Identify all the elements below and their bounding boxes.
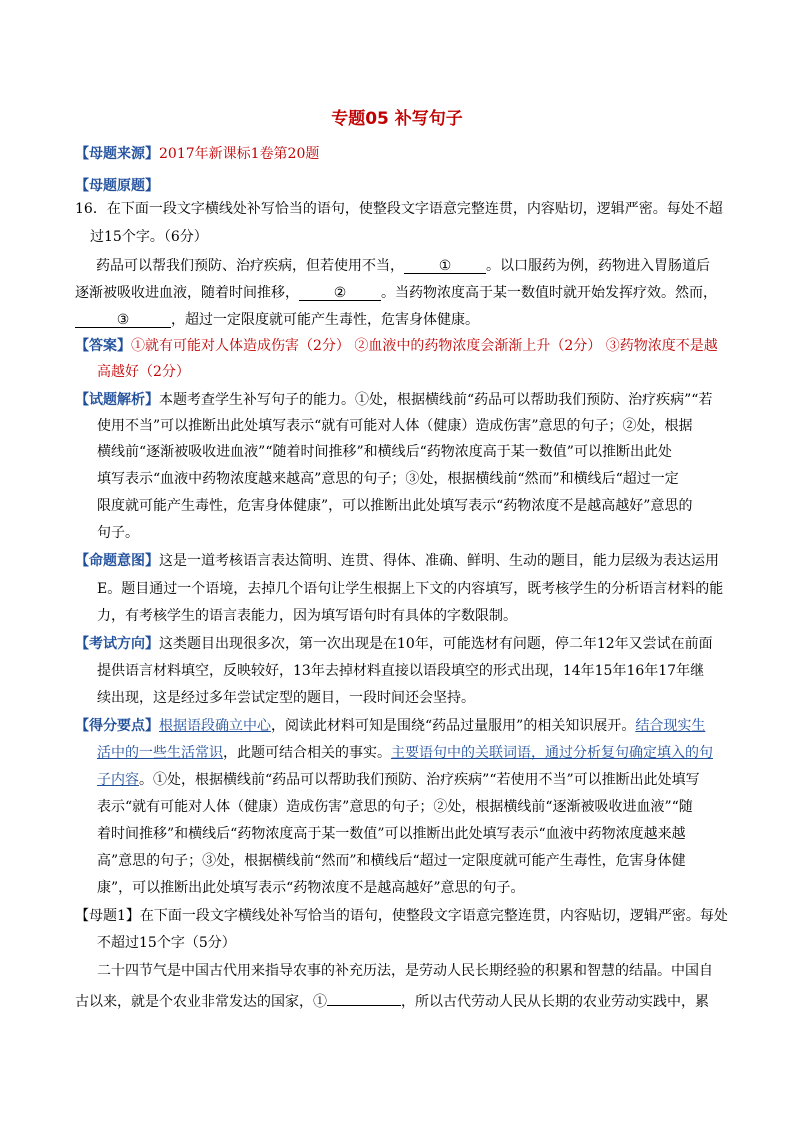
points-line3 [97,772,700,788]
analysis-line5: 限度就可能产生毒性，危害身体健康”，可以推断出此处填写表示“药物浓度不是越高越好”意思的 [97,498,693,514]
source-tag: 【母题来源】 [75,146,159,162]
intent-tag: 【命题意图】 [75,553,159,569]
direction-text: 这类题目出现很多次，第一次出现是在10年，可能选材有问题，停二年12年又尝试在前面 [159,636,713,652]
analysis-line3: 横线前“逐渐被吸收进血液”“随着时间推移”和横线后“药物浓度高于某一数值”可以推断出此处 [97,444,672,460]
analysis-tag: 【试题解析】 [75,392,159,408]
direction-line1 [75,636,713,652]
blank-3: ③ [75,312,171,328]
mother-question-1-text: 在下面一段文字横线处补写恰当的语句，使整段文字语意完整连贯，内容贴切，逻辑严密。每处 [139,908,728,924]
points-text: ，此题可结合相关的事实。 [223,745,391,761]
question-16-line2: 过15个字。（6分） [90,229,208,245]
source-line [75,146,319,162]
passage-text: ，超过一定限度就可能产生毒性，危害身体健康。 [171,312,479,328]
passage-text: 逐渐被吸收进血液，随着时间推移， [75,285,299,301]
points-link-center[interactable]: 根据语段确立中心 [159,718,271,734]
analysis-line2: 使用不当”可以推断出此处填写表示“就有可能对人体（健康）造成伤害”意思的句子；②处，根据 [97,418,693,434]
mother-question-1-line2: 不超过15个字（5分） [97,935,236,951]
points-line1 [75,718,705,734]
passage-line3 [75,312,479,328]
answer-tag: 【答案】 [75,338,131,354]
passage-text: 古以来，就是个农业非常发达的国家，① [75,994,327,1010]
intent-line2: E。题目通过一个语境，去掉几个语句让学生根据上下文的内容填写，既考核学生的分析语言材料的能 [97,581,724,597]
blank-1: ① [404,258,486,274]
source-text: 2017年新课标1卷第20题 [159,146,320,162]
passage-line1 [96,258,710,274]
answer-line1 [75,338,718,354]
points-link-connectives-cont[interactable]: 子内容 [97,772,139,788]
passage-text: 药品可以帮我们预防、治疗疾病，但若使用不当， [96,258,404,274]
page-title: 专题05 补写句子 [331,109,463,129]
passage-line2 [75,285,717,301]
analysis-text: 本题考查学生补写句子的能力。①处，根据横线前“药品可以帮助我们预防、治疗疾病”“若 [159,392,713,408]
intent-text: 这是一道考核语言表达简明、连贯、得体、准确、鲜明、生动的题目，能力层级为表达运用 [159,553,719,569]
direction-line3: 续出现，这是经过多年尝试定型的题目，一段时间还会坚持。 [97,690,475,706]
points-line7: 康”，可以推断出此处填写表示“药物浓度不是越高越好”意思的句子。 [97,880,525,896]
passage-text: ，所以古代劳动人民从长期的农业劳动实践中，累 [401,994,709,1010]
points-link-life-cont[interactable]: 活中的一些生活常识 [97,745,223,761]
mother-question-1-tag: 【母题1】 [75,908,140,924]
points-line5: 着时间推移”和横线后“药物浓度高于某一数值”可以推断出此处填写表示“血液中药物浓度越来越 [97,826,686,842]
direction-line2: 提供语言材料填空，反映较好，13年去掉材料直接以语段填空的形式出现，14年15年16年17年继 [97,663,705,679]
analysis-line1 [75,392,712,408]
points-text: ，阅读此材料可知是围绕“药品过量服用”的相关知识展开。 [271,718,636,734]
points-link-connectives[interactable]: 主要语句中的关联词语，通过分析复句确定填入的句 [391,745,713,761]
blank-2: ② [299,285,381,301]
mother-question-1-line3: 二十四节气是中国古代用来指导农事的补充历法，是劳动人民长期经验的积累和智慧的结晶。中国自 [97,963,713,979]
points-text: 。①处，根据横线前“药品可以帮助我们预防、治疗疾病”“若使用不当”可以推断出此处填写 [139,772,700,788]
passage-text: 。当药物浓度高于某一数值时就开始发挥疗效。然而， [381,285,717,301]
question-16-line1: 16．在下面一段文字横线处补写恰当的语句，使整段文字语意完整连贯，内容贴切，逻辑严密。每处不超 [75,201,723,217]
answer-line2: 高越好（2分） [97,364,190,380]
points-link-life[interactable]: 结合现实生 [635,718,706,734]
blank-m1-1 [327,990,401,1006]
answer-text: ①就有可能对人体造成伤害（2分） ②血液中的药物浓度会渐渐上升（2分） ③药物浓度不是越 [131,338,718,354]
analysis-line6: 句子。 [97,525,139,541]
analysis-line4: 填写表示“血液中药物浓度越来越高”意思的句子；③处，根据横线前“然而”和横线后“超过一定 [97,471,679,487]
intent-line1 [75,553,719,569]
points-line4: 表示“就有可能对人体（健康）造成伤害”意思的句子；②处，根据横线前“逐渐被吸收进血液”“随 [97,799,693,815]
direction-tag: 【考试方向】 [75,636,159,652]
points-line6: 高”意思的句子；③处，根据横线前“然而”和横线后“超过一定限度就可能产生毒性，危害身体健 [97,853,686,869]
original-tag: 【母题原题】 [75,178,159,194]
intent-line3: 力，有考核学生的语言表能力，因为填写语句时有具体的字数限制。 [97,608,517,624]
points-line2 [97,745,713,761]
mother-question-1-line4 [75,990,709,1010]
points-tag: 【得分要点】 [75,718,159,734]
passage-text: 。以口服药为例，药物进入胃肠道后 [486,258,710,274]
mother-question-1-line1 [75,908,728,924]
